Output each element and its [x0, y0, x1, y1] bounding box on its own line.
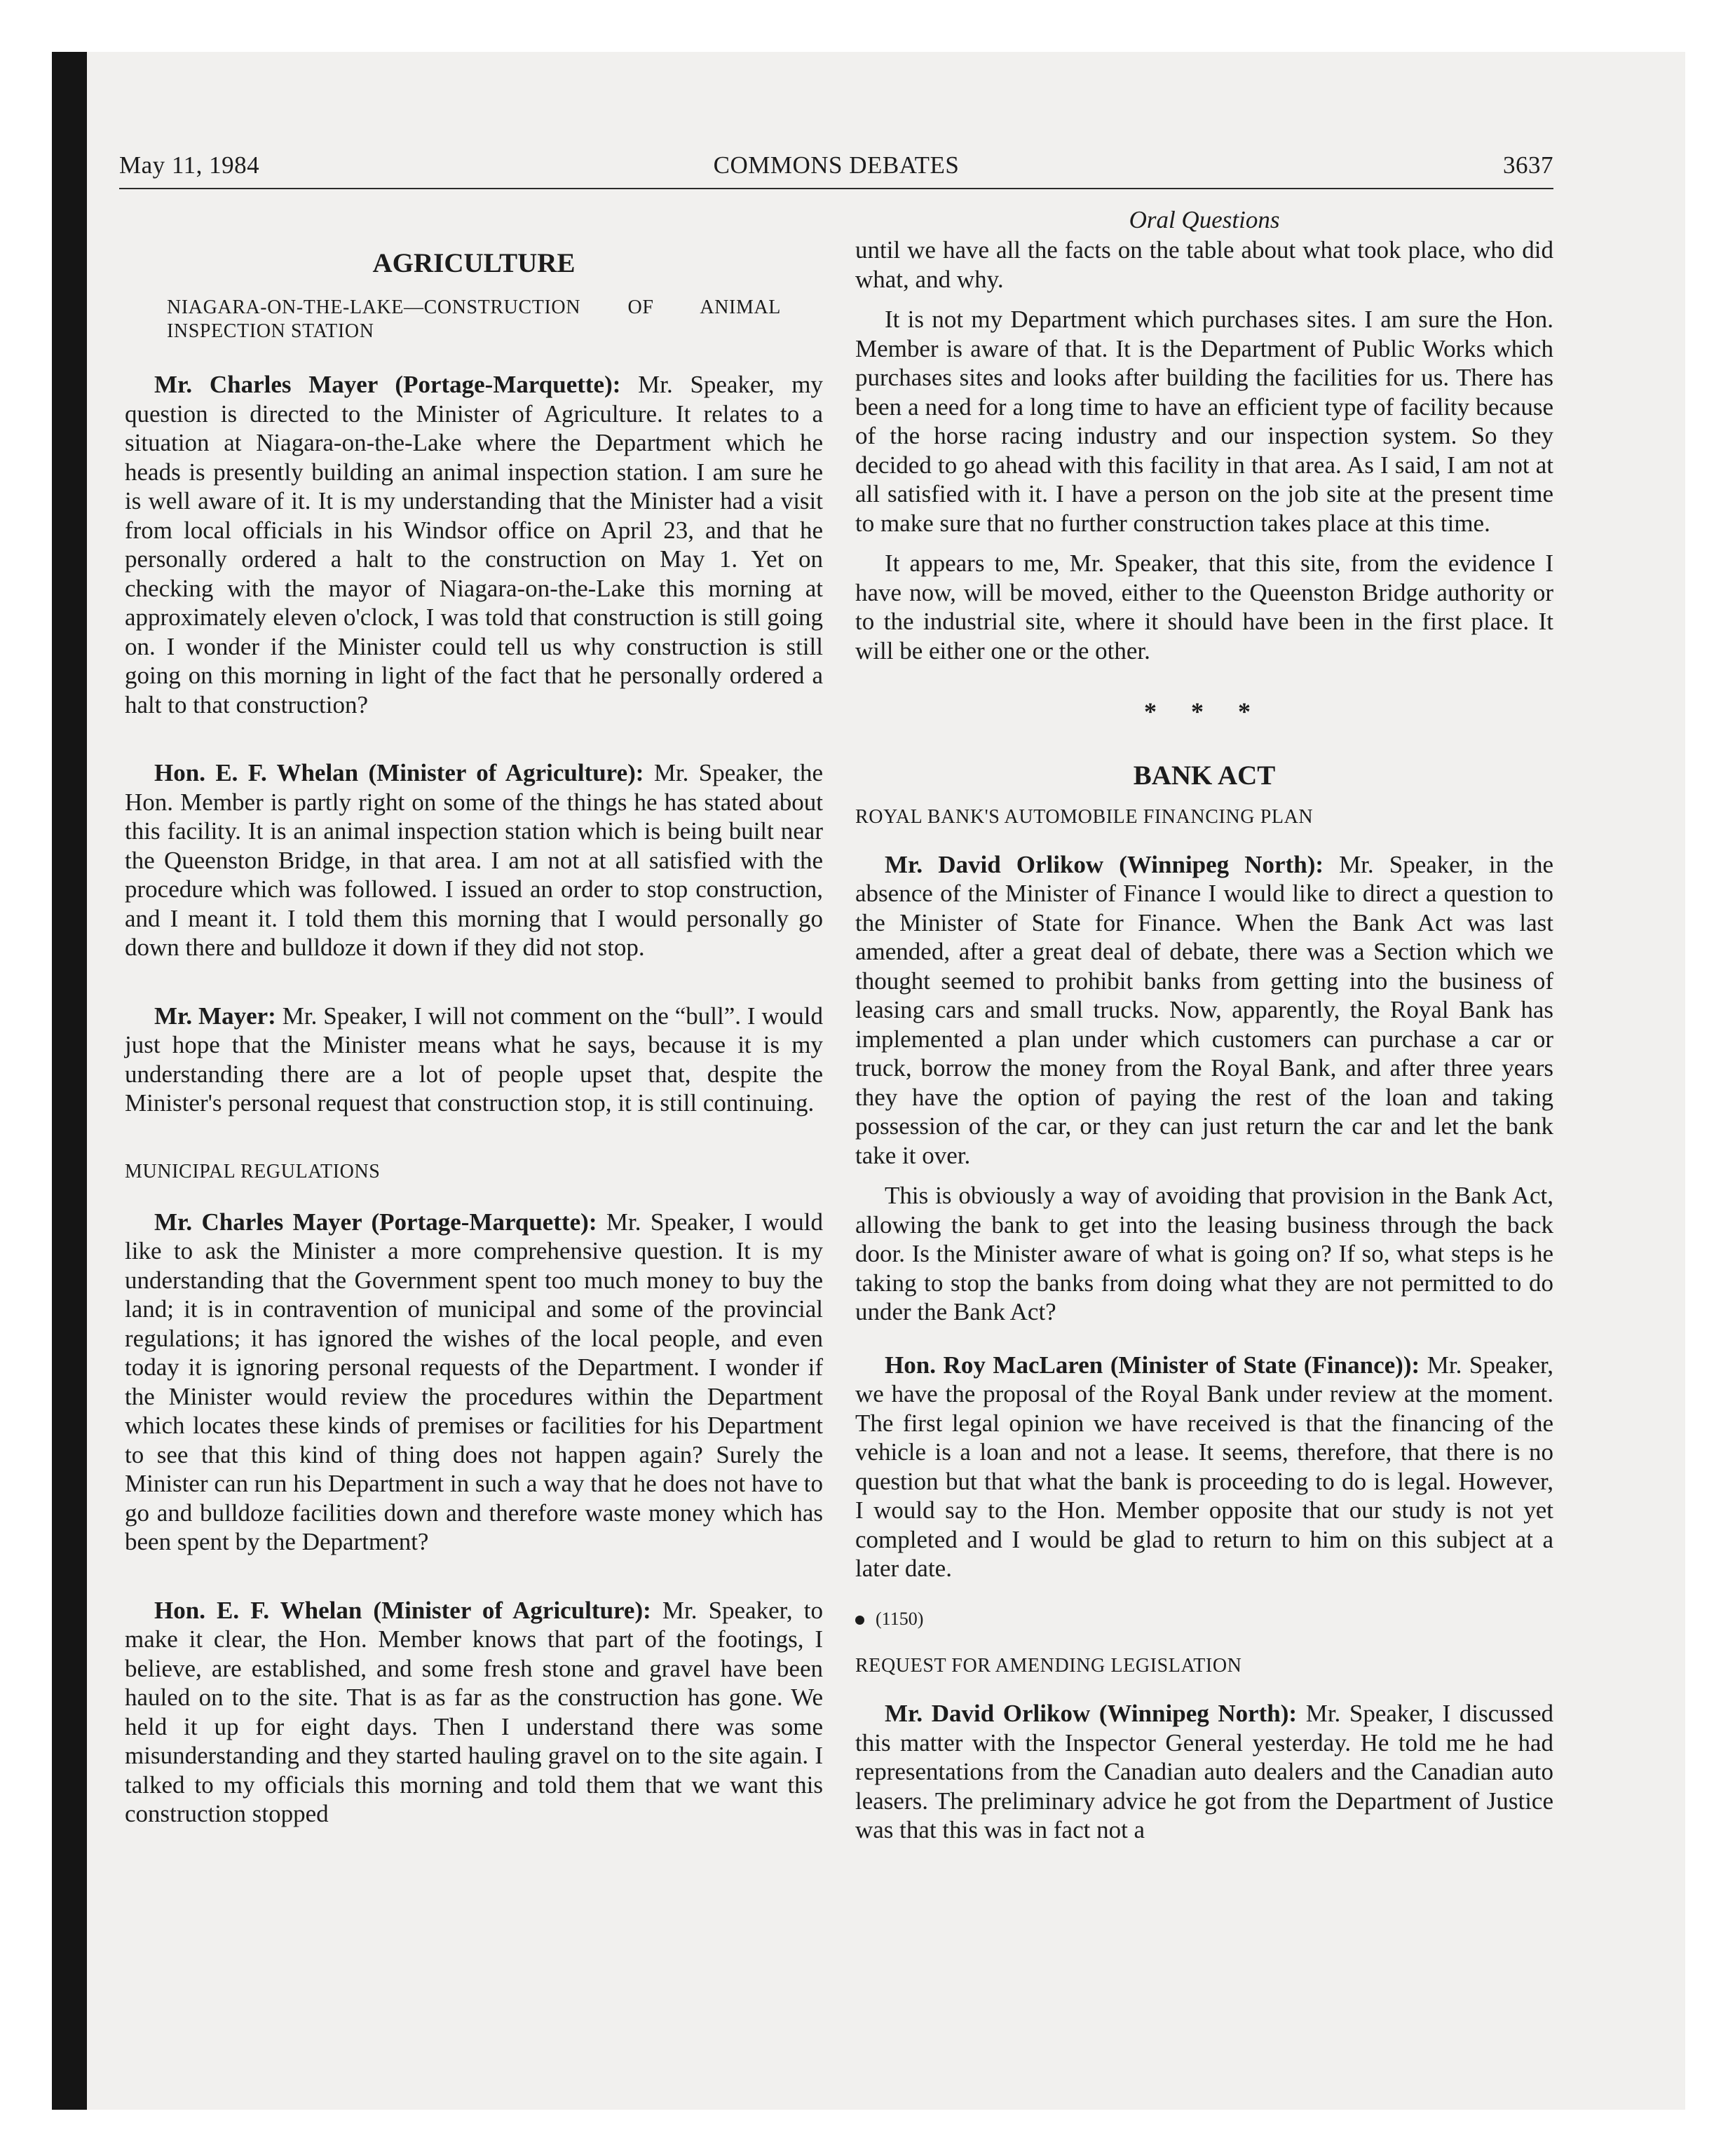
speech-paragraph	[125, 370, 823, 719]
subheading-niagara: NIAGARA-ON-THE-LAKE—CONSTRUCTION OF ANIMAL INSPECTION STATION	[167, 296, 781, 342]
subheading-royal-bank: ROYAL BANK'S AUTOMOBILE FINANCING PLAN	[855, 805, 1314, 828]
subheading-municipal: MUNICIPAL REGULATIONS	[125, 1160, 381, 1182]
header-title: COMMONS DEBATES	[713, 151, 960, 179]
speech-paragraph: This is obviously a way of avoiding that provision in the Bank Act, allowing the bank to get into the leasing business through the back door. Is the Minister aware of what is going on? If so, what steps is he taking to stop the banks from doing what they are not permitted to do under the Bank Act?	[855, 1182, 1553, 1325]
speech-text: Mr. Speaker, the Hon. Member is partly right on some of the things he has stated about this facility. It is an animal inspection station which is being built near the Queenston Bridge, in that area. I am not at all satisfied with the procedure which was followed. I issued an order to stop construction, and I meant it. I told them this morning that I would personally go down there and bulldoze it down if they did not stop.	[125, 759, 823, 961]
speech-text: Mr. Speaker, I would like to ask the Minister a more comprehensive question. It is my understanding that the Government spent too much money to buy the land; it is in contravention of municipal and some of the provincial regulations; it has ignored the wishes of the local people, and even today it is ignoring personal requests of the Department. I wonder if the Minister would review the procedures within the Department which locates these kinds of premises or facilities for his Department to see that this kind of thing does not happen again? Surely the Minister can run his Department in such a way that he does not have to go and bulldoze facilities down and therefore waste money which has been spent by the Department?	[125, 1208, 823, 1555]
bullet-icon	[855, 1616, 864, 1625]
left-column	[125, 236, 823, 1829]
speech-paragraph	[855, 1699, 1553, 1845]
subheading-amending-legislation: REQUEST FOR AMENDING LEGISLATION	[855, 1655, 1242, 1677]
speech-paragraph	[855, 1351, 1553, 1583]
speaker-name: Hon. E. F. Whelan (Minister of Agriculture):	[154, 759, 644, 786]
speaker-name: Hon. E. F. Whelan (Minister of Agriculture):	[154, 1596, 651, 1624]
speaker-name: Mr. David Orlikow (Winnipeg North):	[885, 850, 1324, 878]
speech-paragraph	[855, 850, 1553, 1171]
section-separator: * * *	[1144, 697, 1265, 725]
binding-edge	[52, 52, 87, 2110]
speech-text: Mr. Speaker, my question is directed to the Minister of Agriculture. It relates to a situation at Niagara-on-the-Lake where the Department which he heads is presently building an animal inspection station. I am sure he is well aware of it. It is my understanding that the Minister had a visit from local officials in his Windsor office on April 23, and that he personally ordered a halt to the construction on May 1. Yet on checking with the mayor of Niagara-on-the-Lake this morning at approximately eleven o'clock, I was told that construction is still going on. I wonder if the Minister could tell us why construction is still going on this morning in light of the fact that he personally ordered a halt to that construction?	[125, 371, 823, 718]
speech-paragraph: It is not my Department which purchases sites. I am sure the Hon. Member is aware of that. It is the Department of Public Works which purchases sites and looks after building the facilities for us. There has been a need for a long time to have an efficient type of facility because of the horse racing industry and our inspection system. So they decided to go ahead with this facility in that area. As I said, I am not at all satisfied with it. I have a person on the job site at the present time to make sure that no further construction takes place at this time.	[855, 306, 1553, 537]
speech-paragraph	[125, 1002, 823, 1118]
speech-text: Mr. Speaker, in the absence of the Minister of Finance I would like to direct a question to the Minister of State for Finance. When the Bank Act was last amended, after a great deal of debate, there was a Section which we thought seemed to prohibit banks from getting into the business of leasing cars and small trucks. Now, apparently, the Royal Bank has implemented a plan under which customers can purchase a car or truck, borrow the money from the Royal Bank, and after three years they have the option of paying the rest of the loan and taking possession of the car, or they can just return the car and let the bank take it over.	[855, 850, 1553, 1169]
speech-paragraph	[125, 1596, 823, 1829]
speaker-name: Mr. Charles Mayer (Portage-Marquette):	[154, 371, 621, 398]
speech-text: Mr. Speaker, I discussed this matter with the Inspector General yesterday. He told me he had representations from the Canadian auto dealers and the Canadian auto leasers. The preliminary advice he got from the Department of Justice was that this was in fact not a	[855, 1700, 1553, 1843]
speaker-name: Mr. Mayer:	[154, 1002, 276, 1030]
speaker-name: Mr. Charles Mayer (Portage-Marquette):	[154, 1208, 597, 1236]
header-rule	[119, 188, 1553, 189]
speaker-name: Mr. David Orlikow (Winnipeg North):	[885, 1700, 1298, 1727]
section-heading-bank-act: BANK ACT	[1133, 760, 1276, 791]
header-page-number: 3637	[1503, 151, 1553, 179]
running-head: Oral Questions	[1129, 206, 1280, 233]
speech-paragraph	[125, 1208, 823, 1557]
speaker-name: Hon. Roy MacLaren (Minister of State (Finance)):	[885, 1351, 1420, 1379]
section-heading-agriculture: AGRICULTURE	[372, 248, 576, 278]
time-marker-text: (1150)	[876, 1608, 924, 1629]
speech-paragraph: until we have all the facts on the table about what took place, who did what, and why.	[855, 236, 1553, 293]
speech-text: Mr. Speaker, to make it clear, the Hon. Member knows that part of the footings, I believe, are established, and some fresh stone and gravel have been hauled on to the site. That is as far as the construction has gone. We held it up for eight days. Then I understand there was some misunderstanding and they started hauling gravel on to the site again. I talked to my officials this morning and told them that we want this construction stopped	[125, 1596, 823, 1827]
speech-paragraph	[125, 758, 823, 962]
speech-text: Mr. Speaker, we have the proposal of the Royal Bank under review at the moment. The first legal opinion we have received is that the financing of the vehicle is a loan and not a lease. It seems, therefore, that there is no question but that what the bank is proceeding to do is legal. However, I would say to the Hon. Member opposite that our study is not yet completed and I would be glad to return to him on this subject at a later date.	[855, 1351, 1553, 1582]
header-date: May 11, 1984	[119, 151, 260, 179]
speech-text: Mr. Speaker, I will not comment on the “bull”. I would just hope that the Minister means what he says, because it is my understanding there are a lot of people upset that, despite the Minister's personal request that construction stop, it is still continuing.	[125, 1002, 824, 1117]
page-header	[119, 151, 1553, 191]
right-column	[855, 236, 1553, 1845]
speech-paragraph: It appears to me, Mr. Speaker, that this site, from the evidence I have now, will be moved, either to the Queenston Bridge authority or to the industrial site, where it should have been in the first place. It will be either one or the other.	[855, 550, 1553, 664]
time-marker	[855, 1604, 1553, 1634]
